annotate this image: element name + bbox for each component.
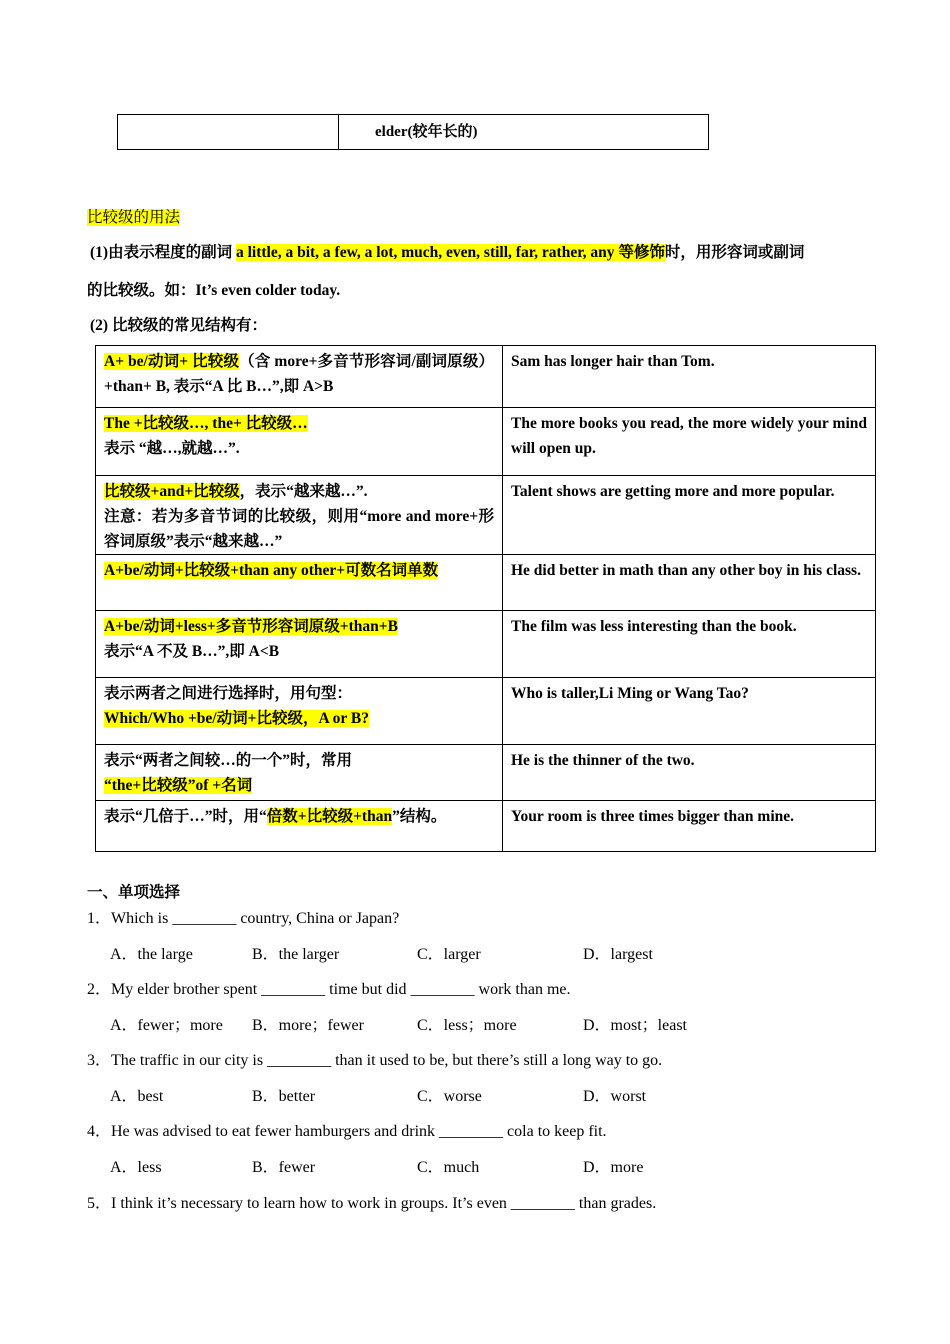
question-1-stem: 1．Which is ________ country, China or Japan?: [87, 910, 400, 927]
grammar-table: [95, 345, 876, 852]
example-cell: Talent shows are getting more and more popular.: [503, 476, 876, 555]
question-3-option-a[interactable]: A．best: [110, 1088, 164, 1105]
example-cell: Sam has longer hair than Tom.: [503, 346, 876, 408]
usage-paragraph-2: (2) 比较级的常见结构有：: [90, 317, 267, 334]
rule-cell: 表示“几倍于…”时，用“倍数+比较级+than”结构。: [96, 801, 503, 852]
question-2-stem: 2．My elder brother spent ________ time but did ________ work than me.: [87, 981, 571, 998]
exercise-heading: 一、单项选择: [87, 884, 181, 901]
question-5-stem: 5．I think it’s necessary to learn how to work in groups. It’s even ________ than grades.: [87, 1195, 657, 1212]
usage-heading: 比较级的用法: [87, 209, 181, 226]
example-cell: He did better in math than any other boy in his class.: [503, 555, 876, 611]
question-2-option-c[interactable]: C．less；more: [417, 1017, 517, 1034]
example-cell: Your room is three times bigger than mine.: [503, 801, 876, 852]
rule-cell: A+ be/动词+ 比较级（含 more+多音节形容词/副词原级）+than+ B, 表示“A 比 B…”,即 A>B: [96, 346, 503, 408]
table-row: [96, 801, 876, 852]
question-3-stem: 3．The traffic in our city is ________ than it used to be, but there’s still a long way to go.: [87, 1052, 663, 1069]
rule-cell: The +比较级…, the+ 比较级… 表示 “越…,就越…”.: [96, 408, 503, 476]
rule-cell: 表示“两者之间较…的一个”时，常用 “the+比较级”of +名词: [96, 745, 503, 801]
question-3-option-c[interactable]: C．worse: [417, 1088, 482, 1105]
table-row: [96, 346, 876, 408]
question-2-option-a[interactable]: A．fewer；more: [110, 1017, 223, 1034]
rule-cell: A+be/动词+less+多音节形容词原级+than+B 表示“A 不及 B…”,即 A<B: [96, 611, 503, 678]
rule-cell: 表示两者之间进行选择时，用句型： Which/Who +be/动词+比较级，A or B?: [96, 678, 503, 745]
example-cell: The film was less interesting than the book.: [503, 611, 876, 678]
question-1-option-d[interactable]: D．largest: [583, 946, 653, 963]
question-4-option-d[interactable]: D．more: [583, 1159, 644, 1176]
question-4-option-a[interactable]: A．less: [110, 1159, 162, 1176]
top-table: [117, 114, 709, 150]
example-cell: The more books you read, the more widely your mind will open up.: [503, 408, 876, 476]
table-row: [96, 611, 876, 678]
usage-paragraph-1: (1)由表示程度的副词 a little, a bit, a few, a lot, much, even, still, far, rather, any 等修饰时，用形容词或副词: [90, 244, 805, 261]
question-4-option-c[interactable]: C．much: [417, 1159, 480, 1176]
question-1-option-a[interactable]: A．the large: [110, 946, 193, 963]
table-row: [96, 408, 876, 476]
question-1-option-b[interactable]: B．the larger: [252, 946, 340, 963]
top-table-cell-right: elder(较年长的): [339, 115, 709, 150]
question-1-option-c[interactable]: C．larger: [417, 946, 481, 963]
table-row: [96, 678, 876, 745]
example-cell: Who is taller,Li Ming or Wang Tao?: [503, 678, 876, 745]
rule-cell: A+be/动词+比较级+than any other+可数名词单数: [96, 555, 503, 611]
question-4-stem: 4．He was advised to eat fewer hamburgers and drink ________ cola to keep fit.: [87, 1123, 607, 1140]
table-row: [96, 476, 876, 555]
question-3-option-b[interactable]: B．better: [252, 1088, 316, 1105]
table-row: [96, 555, 876, 611]
table-row: [96, 745, 876, 801]
question-3-option-d[interactable]: D．worst: [583, 1088, 647, 1105]
usage-paragraph-1-cont: 的比较级。如：It’s even colder today.: [87, 282, 341, 299]
top-table-cell-left: [118, 115, 339, 150]
example-cell: He is the thinner of the two.: [503, 745, 876, 801]
rule-cell: 比较级+and+比较级，表示“越来越…”. 注意：若为多音节词的比较级，则用“more and more+形容词原级”表示“越来越…”: [96, 476, 503, 555]
question-2-option-d[interactable]: D．most；least: [583, 1017, 687, 1034]
question-4-option-b[interactable]: B．fewer: [252, 1159, 316, 1176]
question-2-option-b[interactable]: B．more；fewer: [252, 1017, 364, 1034]
